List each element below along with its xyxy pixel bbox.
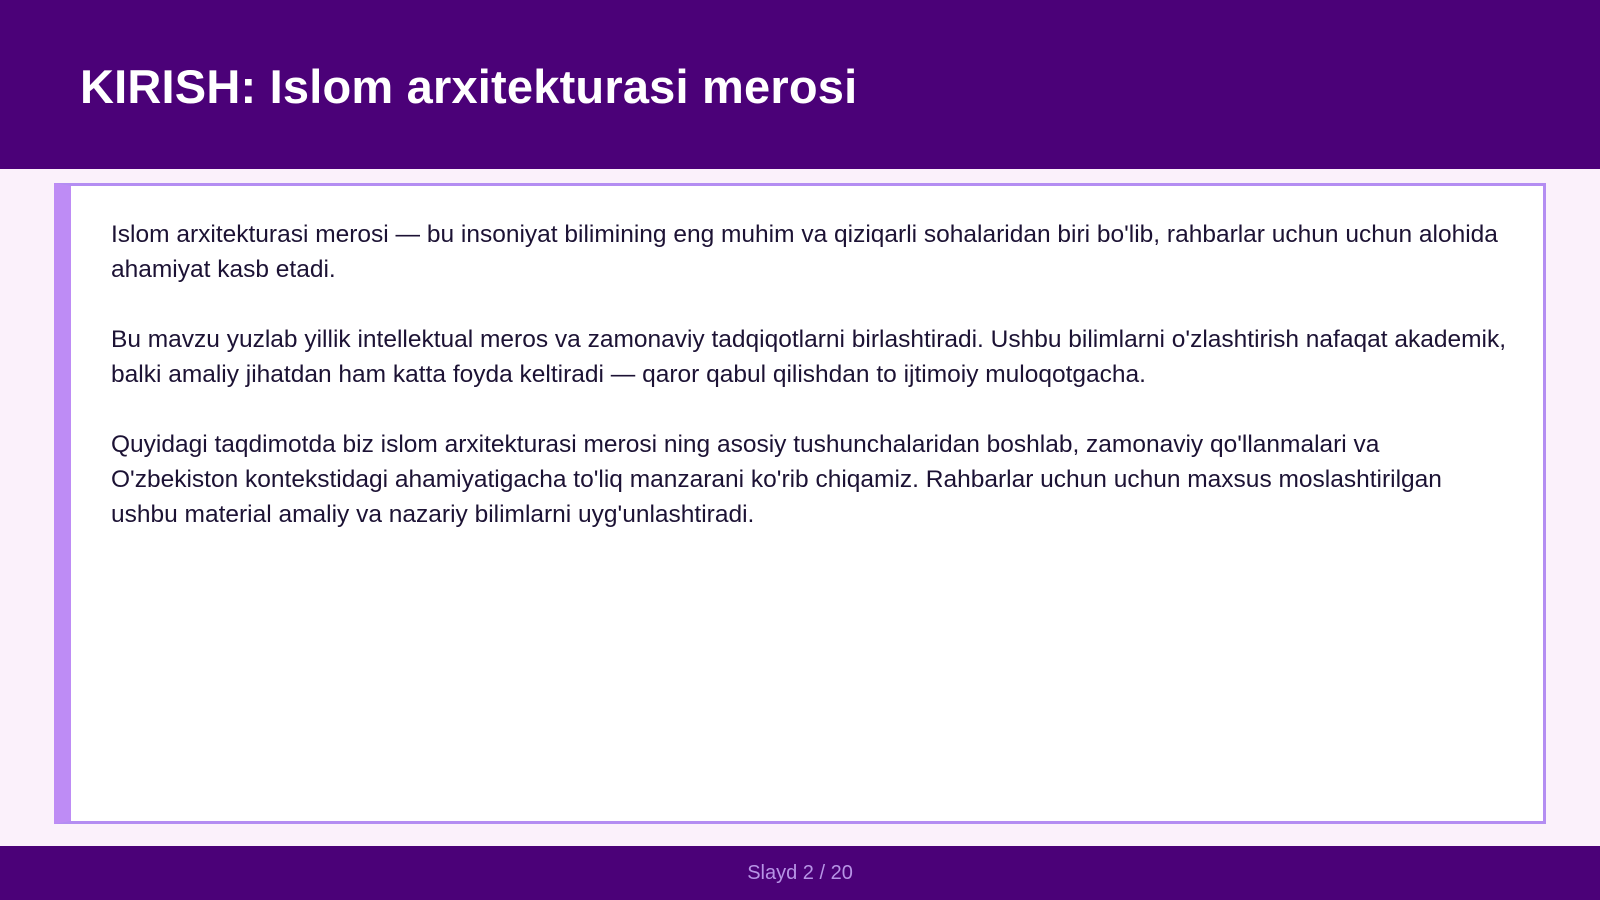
intro-paragraph: Islom arxitekturasi merosi — bu insoniyat bilimining eng muhim va qiziqarli sohalaridan biri bo'lib, rahbarlar uchun uchun alohida ahamiyat kasb etadi. xyxy=(111,221,1498,283)
body-paragraph: Bu mavzu yuzlab yillik intellektual meros va zamonaviy tadqiqotlarni birlashtiradi. Ushbu bilimlarni o'zlashtirish nafaqat akademik, balki amaliy jihatdan ham katta foyda keltiradi — qaror qabul qilishdan to ijtimoiy muloqotgacha. xyxy=(111,326,1507,388)
slide-counter: Slayd 2 / 20 xyxy=(747,862,853,884)
content-card xyxy=(54,183,1546,824)
content-text xyxy=(111,217,1511,567)
overview-paragraph: Quyidagi taqdimotda biz islom arxitekturasi merosi ning asosiy tushunchalaridan boshlab, zamonaviy qo'llanmalari va O'zbekiston kontekstidagi ahamiyatigacha to'liq manzarani ko'rib chiqamiz. Rahbarlar uchun uchun maxsus moslashtirilgan ushbu material amaliy va nazariy bilimlarni uyg'unlashtiradi. xyxy=(111,431,1442,528)
slide-footer xyxy=(0,846,1600,900)
slide-title: KIRISH: Islom arxitekturasi merosi xyxy=(80,60,858,113)
slide-header xyxy=(0,0,1600,169)
